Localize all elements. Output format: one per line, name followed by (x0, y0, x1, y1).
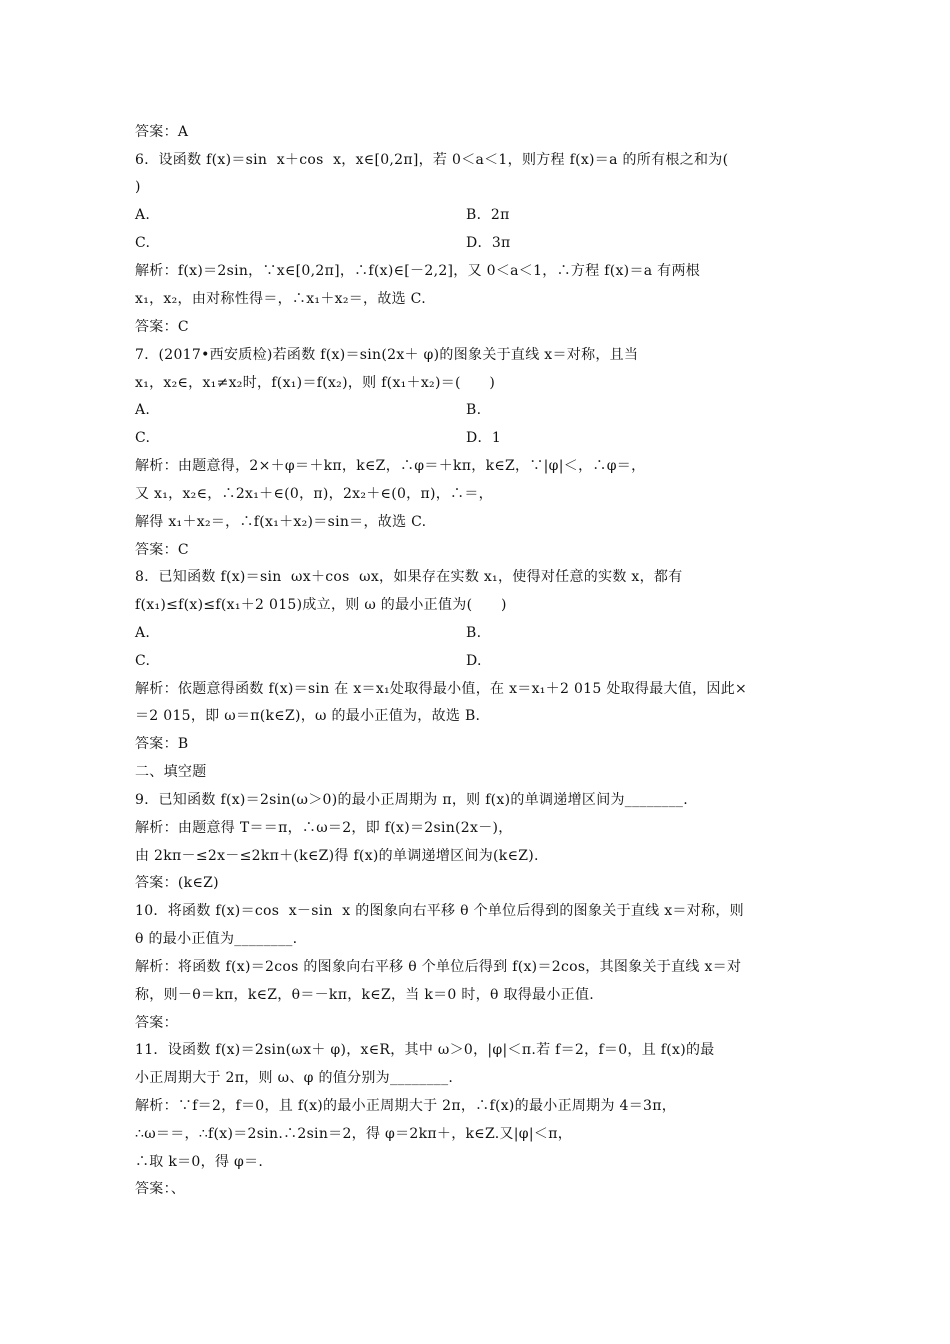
q6-analysis-line-1: 解析：f(x)＝2sin，∵x∈[0,2π]，∴f(x)∈[－2,2]，又 0＜a＜1，∴方程 f(x)＝a 有两根 (135, 263, 701, 279)
q8-analysis-line-1: 解析：依题意得函数 f(x)＝sin 在 x＝x₁处取得最小值，在 x＝x₁＋2 015 处取得最大值，因此× (135, 681, 748, 697)
question-9: 9．已知函数 f(x)＝2sin(ω＞0)的最小正周期为 π，则 f(x)的单调递增区间为________. (135, 792, 688, 808)
question-10-line-2: θ 的最小正值为________. (135, 931, 298, 947)
q7-option-a: A. (135, 402, 151, 418)
q7-analysis-line-1: 解析：由题意得，2×＋φ＝＋kπ，k∈Z，∴φ＝＋kπ，k∈Z，∵|φ|＜，∴φ＝， (135, 458, 646, 474)
q11-analysis-line-3: ∴取 k＝0，得 φ＝. (135, 1154, 264, 1170)
question-7: 7．(2017•西安质检)若函数 f(x)＝sin(2x＋ φ)的图象关于直线 x＝对称，且当 (135, 347, 639, 363)
question-7-line-2: x₁，x₂∈，x₁≠x₂时，f(x₁)＝f(x₂)，则 f(x₁＋x₂)＝( ) (135, 375, 496, 391)
q8-option-c: C. (135, 653, 151, 669)
q6-option-b: B．2π (466, 207, 510, 223)
q11-analysis-line-1: 解析：∵f＝2，f＝0，且 f(x)的最小正周期大于 2π，∴f(x)的最小正周期为 4＝3π， (135, 1098, 677, 1114)
q6-analysis-line-2: x₁，x₂，由对称性得＝，∴x₁＋x₂＝，故选 C. (135, 291, 426, 307)
q6-option-a: A. (135, 207, 151, 223)
q10-analysis-line-2: 称，则－θ＝kπ，k∈Z，θ＝－kπ，k∈Z，当 k＝0 时，θ 取得最小正值. (135, 987, 594, 1003)
q7-analysis-line-2: 又 x₁，x₂∈，∴2x₁＋∈(0，π)，2x₂＋∈(0，π)，∴＝， (135, 486, 493, 502)
answer-6: 答案：C (135, 319, 189, 335)
answer-9: 答案：(k∈Z) (135, 875, 219, 891)
q11-analysis-line-2: ∴ω＝＝，∴f(x)＝2sin.∴2sin＝2，得 φ＝2kπ＋，k∈Z.又|φ|＜π， (135, 1126, 573, 1142)
q8-analysis-line-2: ＝2 015，即 ω＝π(k∈Z)，ω 的最小正值为，故选 B. (135, 708, 481, 724)
answer-5: 答案：A (135, 124, 189, 140)
q9-analysis-line-1: 解析：由题意得 T＝＝π，∴ω＝2，即 f(x)＝2sin(2x－)， (135, 820, 513, 836)
q9-analysis-line-2: 由 2kπ－≤2x－≤2kπ＋(k∈Z)得 f(x)的单调递增区间为(k∈Z). (135, 848, 539, 864)
q7-option-d: D．1 (466, 430, 502, 446)
question-8-line-2: f(x₁)≤f(x)≤f(x₁＋2 015)成立，则 ω 的最小正值为( ) (135, 597, 507, 613)
answer-7: 答案：C (135, 542, 189, 558)
answer-10: 答案： (135, 1015, 178, 1031)
q8-option-b: B. (466, 625, 482, 641)
q6-option-c: C. (135, 235, 151, 251)
q7-analysis-line-3: 解得 x₁＋x₂＝，∴f(x₁＋x₂)＝sin＝，故选 C. (135, 514, 427, 530)
answer-11: 答案：、 (135, 1181, 186, 1197)
q7-option-b: B. (466, 402, 482, 418)
answer-8: 答案：B (135, 736, 189, 752)
question-8: 8．已知函数 f(x)＝sin ωx＋cos ωx，如果存在实数 x₁，使得对任意的实数 x，都有 (135, 569, 683, 585)
question-10: 10．将函数 f(x)＝cos x－sin x 的图象向右平移 θ 个单位后得到的图象关于直线 x＝对称，则 (135, 903, 744, 919)
q6-option-d: D．3π (466, 235, 511, 251)
question-6-end: ) (135, 179, 141, 195)
question-6: 6．设函数 f(x)＝sin x＋cos x，x∈[0,2π]，若 0＜a＜1，则方程 f(x)＝a 的所有根之和为( (135, 152, 729, 168)
question-11: 11．设函数 f(x)＝2sin(ωx＋ φ)，x∈R，其中 ω＞0，|φ|＜π.若 f＝2，f＝0，且 f(x)的最 (135, 1042, 715, 1058)
q7-option-c: C. (135, 430, 151, 446)
question-11-line-2: 小正周期大于 2π，则 ω、φ 的值分别为________. (135, 1070, 454, 1086)
q8-option-a: A. (135, 625, 151, 641)
q10-analysis-line-1: 解析：将函数 f(x)＝2cos 的图象向右平移 θ 个单位后得到 f(x)＝2cos，其图象关于直线 x＝对 (135, 959, 742, 975)
q8-option-d: D. (466, 653, 482, 669)
section-heading: 二、填空题 (135, 764, 207, 780)
